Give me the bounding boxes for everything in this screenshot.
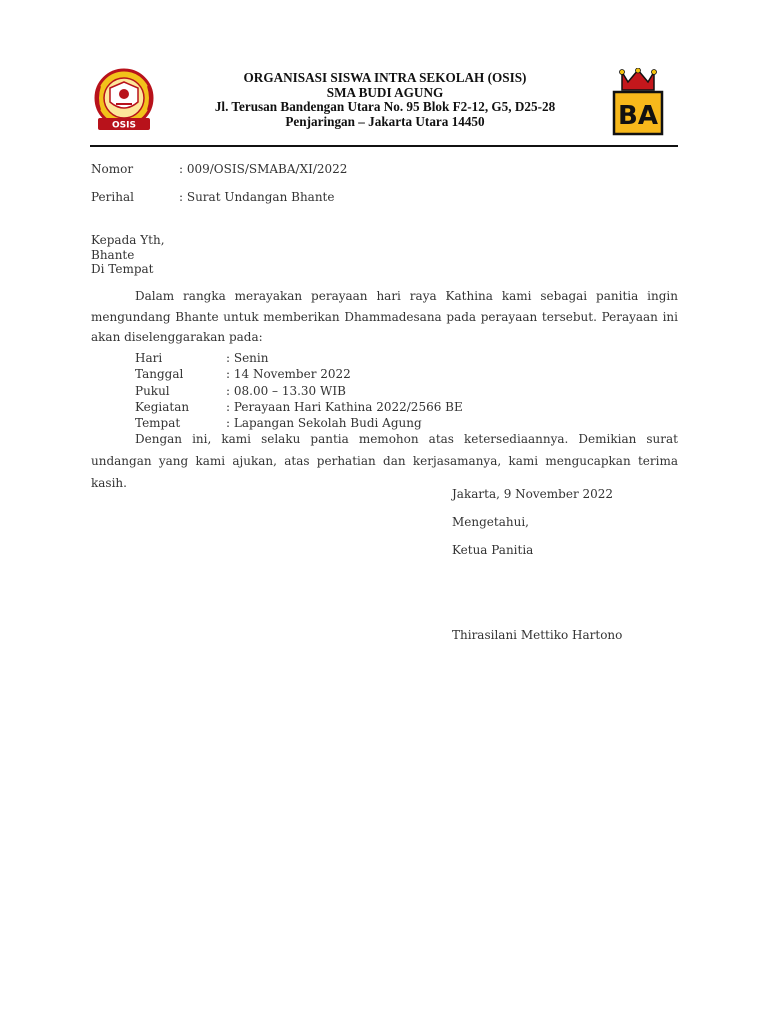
- svg-text:BA: BA: [618, 101, 658, 131]
- detail-value: : Perayaan Hari Kathina 2022/2566 BE: [226, 399, 463, 414]
- school-name: SMA BUDI AGUNG: [326, 84, 444, 100]
- nomor-label: Nomor: [91, 162, 134, 176]
- org-name: ORGANISASI SISWA INTRA SEKOLAH (OSIS): [243, 70, 527, 85]
- addressee-block: [91, 233, 165, 277]
- opening-paragraph: [91, 286, 678, 348]
- ba-crown-logo-icon: [610, 68, 666, 138]
- letterhead: [170, 71, 600, 129]
- nomor-value: : 009/OSIS/SMABA/XI/2022: [179, 162, 348, 176]
- nomor-row: [91, 162, 347, 176]
- perihal-value: : Surat Undangan Bhante: [179, 190, 335, 204]
- header-divider: [90, 145, 678, 147]
- perihal-row: [91, 190, 334, 204]
- detail-value: : Senin: [226, 351, 269, 365]
- detail-label: Pukul: [135, 383, 170, 398]
- addressee-name: Bhante: [91, 247, 135, 262]
- opening-text: Dalam rangka merayakan perayaan hari raya Kathina kami sebagai panitia ingin mengundang Bhante untuk memberikan Dhammadesana pada perayaan tersebut. Perayaan ini akan diselenggarakan pada:: [91, 289, 678, 344]
- signer-name: Thirasilani Mettiko Hartono: [452, 628, 623, 642]
- city-line: Penjaringan – Jakarta Utara 14450: [285, 113, 485, 129]
- detail-label: Tanggal: [135, 367, 184, 382]
- event-details: [135, 350, 463, 431]
- detail-value: : 08.00 – 13.30 WIB: [226, 383, 346, 398]
- address-line: Jl. Terusan Bandengan Utara No. 95 Blok F2-12, G5, D25-28: [214, 99, 556, 115]
- detail-label: Hari: [135, 351, 163, 365]
- detail-label: Tempat: [135, 416, 181, 431]
- detail-row: [135, 383, 463, 399]
- addressee-location: Di Tempat: [91, 262, 154, 276]
- detail-value: : 14 November 2022: [226, 367, 351, 382]
- osis-logo-icon: [88, 66, 160, 138]
- detail-value: : Lapangan Sekolah Budi Agung: [226, 416, 422, 431]
- closing-text: Dengan ini, kami selaku pantia memohon atas ketersediaannya. Demikian surat undangan yang kami ajukan, atas perhatian dan kerjasamanya, kami mengucapkan terima kasih.: [91, 432, 678, 490]
- signer-role: Ketua Panitia: [452, 543, 534, 557]
- closing-paragraph: [91, 428, 678, 494]
- perihal-label: Perihal: [91, 190, 134, 204]
- detail-row: [135, 366, 463, 382]
- detail-row: [135, 350, 463, 366]
- svg-text:OSIS: OSIS: [112, 120, 136, 131]
- acknowledged-label: Mengetahui,: [452, 515, 529, 529]
- detail-row: [135, 399, 463, 415]
- place-date: Jakarta, 9 November 2022: [452, 487, 614, 501]
- addressee-greeting: Kepada Yth,: [91, 233, 165, 247]
- detail-label: Kegiatan: [135, 399, 190, 414]
